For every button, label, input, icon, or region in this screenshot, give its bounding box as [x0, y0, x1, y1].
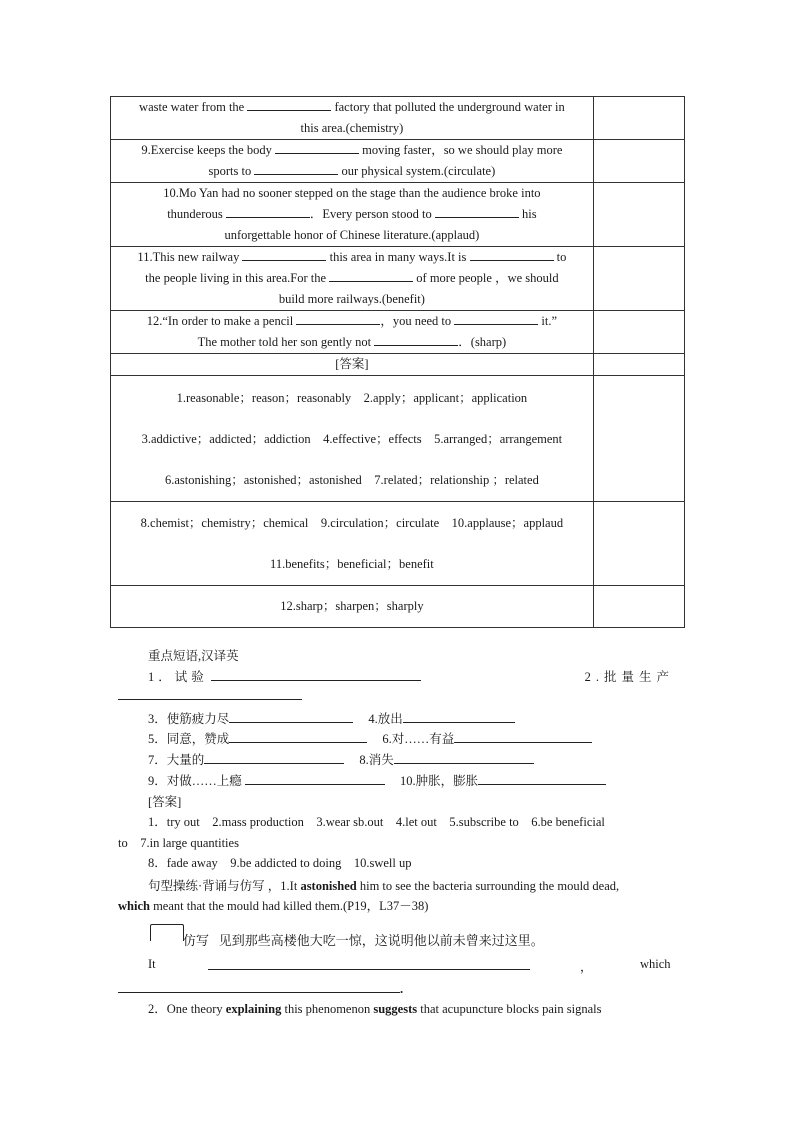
answer-header: [答案]	[111, 354, 594, 376]
table-row	[111, 183, 685, 247]
side-cell	[593, 247, 684, 311]
answer-blank[interactable]	[254, 162, 338, 175]
answer-blank[interactable]	[242, 248, 326, 261]
answer-blank[interactable]	[275, 141, 359, 154]
imitate-prompt: 仿写 见到那些高楼他大吃一惊，这说明他以前未曾来过这里。	[183, 933, 544, 948]
answer-blank[interactable]	[454, 312, 538, 325]
side-cell	[593, 140, 684, 183]
question-cell: 11.This new railway this area in many ways.It is to the people living in this area.For the of more people ，we should build more railways.(benefit)	[111, 247, 594, 311]
answer-label: [答案]	[148, 795, 182, 809]
side-cell	[593, 97, 684, 140]
side-cell	[593, 586, 684, 628]
answer-blank[interactable]	[374, 333, 458, 346]
answer-blank[interactable]	[329, 269, 413, 282]
answer-blank[interactable]	[296, 312, 380, 325]
answer-blank[interactable]	[229, 731, 367, 743]
question-cell: waste water from the factory that polluted the underground water in this area.(chemistry)	[111, 97, 594, 140]
it-word: It	[148, 957, 156, 971]
exercise-table	[110, 96, 685, 628]
table-row	[111, 97, 685, 140]
table-row	[111, 354, 685, 376]
answer-blank[interactable]	[435, 205, 519, 218]
answer-blank[interactable]	[454, 731, 592, 743]
table-row	[111, 140, 685, 183]
side-cell	[593, 376, 684, 502]
sentence-2-line-1: 2．One theory explaining this phenomenon suggests that acupuncture blocks pain signals	[148, 1002, 602, 1016]
answer-blank[interactable]	[204, 752, 344, 764]
question-cell: 10.Mo Yan had no sooner stepped on the stage than the audience broke into thunderous ．Every person stood to his unforgettable honor of Chinese literature.(applaud)	[111, 183, 594, 247]
answer-blank[interactable]	[478, 773, 606, 785]
answer-blank[interactable]	[229, 711, 353, 723]
answer-blank[interactable]	[247, 98, 331, 111]
answer-blank[interactable]	[245, 773, 385, 785]
answer-cell: 12.sharp；sharpen；sharply	[111, 586, 594, 628]
table-row	[111, 376, 685, 502]
table-row	[111, 311, 685, 354]
side-cell	[593, 354, 684, 376]
table-row	[111, 502, 685, 586]
which-word: which	[640, 957, 671, 971]
answer-blank[interactable]	[208, 958, 530, 970]
imitate-box	[150, 924, 184, 941]
answer-blank[interactable]	[118, 688, 302, 700]
phrase-answers: 8．fade away 9.be addicted to doing 10.swell up	[148, 856, 412, 870]
phrase-row: 5．同意，赞成 6.对……有益	[148, 729, 592, 747]
phrase-answers: to 7.in large quantities	[118, 836, 239, 850]
question-cell: 12.“In order to make a pencil ，you need to it.” The mother told her son gently not ．(sharp)	[111, 311, 594, 354]
answer-blank[interactable]	[394, 752, 534, 764]
phrases-heading: 重点短语,汉译英	[148, 649, 239, 663]
phrase-row: 7．大量的 8.消失	[148, 750, 534, 768]
side-cell	[593, 311, 684, 354]
answer-cell: 8.chemist；chemistry；chemical 9.circulation；circulate 10.applause；applaud 11.benefits；beneficial；benefit	[111, 502, 594, 586]
answer-blank[interactable]	[470, 248, 554, 261]
phrase-row: 1．试验 2.批量生产	[148, 670, 674, 684]
phrase-row: 9．对做……上瘾 10.肿胀，膨胀	[148, 771, 606, 789]
question-cell: 9.Exercise keeps the body moving faster，so we should play more sports to our physical system.(circulate)	[111, 140, 594, 183]
phrase-row: 3．使筋疲力尽 4.放出	[148, 709, 515, 727]
worksheet-page: waste water from the factory that polluted the underground water in this area.(chemistry) 9.Exercise keeps the body moving faster，so we should play more sports to our physical system.(circulate) 10.Mo Yan had no sooner stepped on the stage than the audience broke into thunderous ．Every person stood to his unforgettable honor of Chinese literature.(applaud) 11.This new railway this area in many ways.It is to the people living in this area.For the of more people ，we should build more railways.(benefit) 12.“In order to make a pencil ，you need to it.” The mother told her son gently not ．(sharp) [答案] 1.reasonable；reason；reasonably 2.apply；applicant；application 3.addictive；addicted；addiction 4.effective；effects 5.arranged；arrangement 6.astonishing；astonished；astonished 7.related；relationship ；related 8.chemist；chemistry；chemical 9.circulation；circulate 10.applause；applaud 11.benefits；beneficial；benefit 12.sharp；sharpen；sharply 重点短语,汉译英 1．试验 2.批量生产 3．使筋疲力尽 4.放出 5．同意，赞成 6.对……有益 7．大量的 8.消失 9．对做……上瘾 10.肿胀，膨胀 [答案] 1．try out 2.mass production 3.wear sb.out 4.let out 5.subscribe to 6.be beneficial to 7.in large quantities 8．fade away 9.be addicted to doing 10.swell up 句型操练·背诵与仿写 ，1.It astonished him to see the bacteria surrounding the mould dead, which meant that the mould had killed them.(P19，L37－38) 仿写 见到那些高楼他大吃一惊，这说明他以前未曾来过这里。 It ， which . 2．One theory explaining this phenomenon suggests that acupuncture blocks pain signals	[0, 0, 794, 1123]
answer-blank[interactable]	[226, 205, 310, 218]
sentence-1-line-1: 句型操练·背诵与仿写 ，1.It astonished him to see the bacteria surrounding the mould dead,	[148, 879, 620, 893]
answer-blank[interactable]	[403, 711, 515, 723]
side-cell	[593, 183, 684, 247]
answer-blank[interactable]	[211, 669, 421, 681]
side-cell	[593, 502, 684, 586]
answer-cell: 1.reasonable；reason；reasonably 2.apply；applicant；application 3.addictive；addicted；addiction 4.effective；effects 5.arranged；arrangement 6.astonishing；astonished；astonished 7.related；relationship ；related	[111, 376, 594, 502]
table-row	[111, 586, 685, 628]
phrase-answers: 1．try out 2.mass production 3.wear sb.out 4.let out 5.subscribe to 6.be beneficial	[148, 815, 605, 829]
sentence-1-line-2: which meant that the mould had killed them.(P19，L37－38)	[118, 899, 429, 913]
answer-blank[interactable]	[118, 981, 400, 993]
comma: ，	[580, 960, 593, 974]
table-row	[111, 247, 685, 311]
